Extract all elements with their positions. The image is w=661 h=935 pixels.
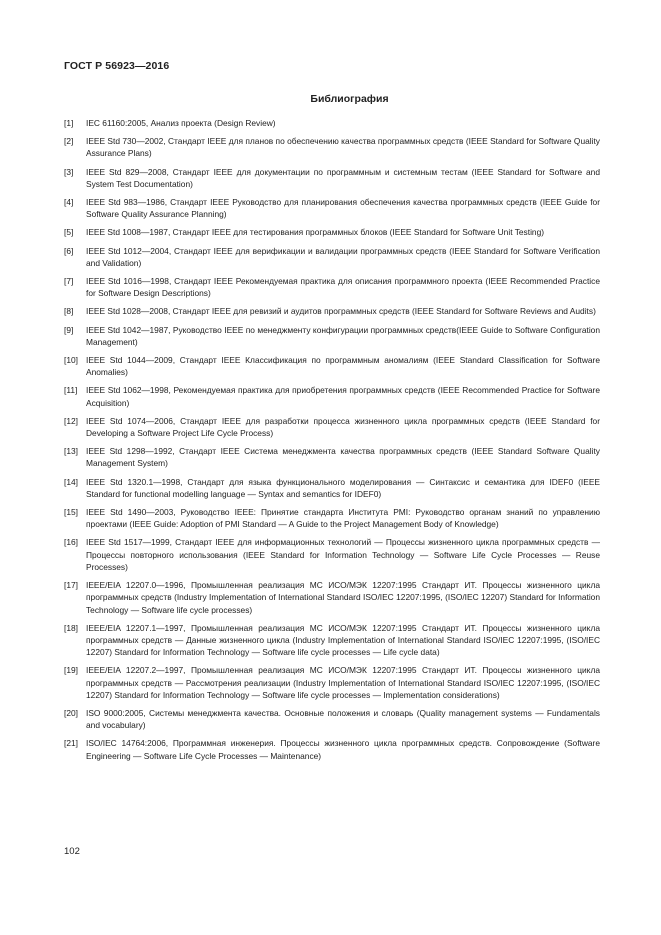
entry-text: IEEE/EIA 12207.2—1997, Промышленная реализация МС ИСО/МЭК 12207:1995 Стандарт ИТ. Процессы жизненного цикла программных средств — Рассмотрения реализации (Industry Implementation of International Standard ISO/IEC 12207:1995, (ISO/IEC 12207) Standard for Information Technology — Software life cycle processes — Implementation considerations) (86, 665, 600, 700)
bibliography-entry (64, 476, 600, 500)
entry-number: [19] (64, 665, 78, 676)
bibliography-entry (64, 117, 600, 129)
entry-number: [13] (64, 446, 78, 457)
bibliography-entry (64, 664, 600, 701)
bibliography-entry (64, 275, 600, 299)
entry-text: IEEE Std 1044—2009, Стандарт IEEE Классификация по программным аномалиям (IEEE Standard Classification for Software Anomalies) (86, 355, 600, 378)
entry-text: IEEE Std 1012—2004, Стандарт IEEE для верификации и валидации программных средств (IEEE Standard for Software Verification and Validation) (86, 245, 600, 268)
entry-number: [6] (64, 245, 74, 256)
entry-number: [5] (64, 227, 74, 238)
entry-text: IEEE Std 1016—1998, Стандарт IEEE Рекомендуемая практика для описания программного проекта (IEEE Recommended Practice for Software Design Descriptions) (86, 276, 600, 299)
entry-text: IEEE/EIA 12207.1—1997, Промышленная реализация МС ИСО/МЭК 12207:1995 Стандарт ИТ. Процессы жизненного цикла программных средств — Данные жизненного цикла (Industry Implementation of International Standard ISO/IEC 12207:1995, (ISO/IEC 12207) Standard for Information Technology — Software life cycle processes — Life cycle data) (86, 622, 600, 658)
bibliography-entry (64, 536, 600, 573)
entry-text: IEEE Std 1298—1992, Стандарт IEEE Система менеджмента качества программных средств (IEEE Standard Software Quality Management System) (86, 446, 600, 469)
bibliography-entry (64, 384, 600, 408)
entry-number: [16] (64, 537, 78, 548)
entry-text: ISO 9000:2005, Системы менеджмента качества. Основные положения и словарь (Quality management systems — Fundamentals and vocabulary) (86, 707, 600, 731)
bibliography-entry (64, 622, 600, 659)
entry-text: IEEE Std 1008—1987, Стандарт IEEE для тестирования программных блоков (IEEE Standard for Software Unit Testing) (86, 227, 545, 238)
bibliography-list (64, 117, 600, 768)
entry-number: [1] (64, 118, 74, 128)
entry-number: [17] (64, 580, 78, 591)
bibliography-entry (64, 354, 600, 378)
bibliography-entry (64, 415, 600, 439)
entry-number: [3] (64, 166, 74, 177)
bibliography-entry (64, 579, 600, 616)
entry-number: [11] (64, 385, 78, 396)
entry-number: [21] (64, 738, 78, 749)
bibliography-entry (64, 445, 600, 469)
entry-number: [14] (64, 476, 78, 487)
entry-number: [12] (64, 415, 78, 426)
page-title: Библиография (310, 93, 389, 105)
entry-number: [20] (64, 707, 78, 718)
entry-text: IEEE Std 1517—1999, Стандарт IEEE для информационных технологий — Процессы жизненного цикла программных средств — Процессы повторного использования (IEEE Standard for Information Technology — Software Life Cycle Processes — Reuse Processes) (86, 537, 600, 572)
bibliography-entry (64, 226, 600, 238)
entry-text: IEEE/EIA 12207.0—1996, Промышленная реализация МС ИСО/МЭК 12207:1995 Стандарт ИТ. Процессы жизненного цикла программных средств (Industry Implementation of International Standard ISO/IEC 12207:1995, (ISO/IEC 12207) Standard for Information Technology — Software life cycle processes) (86, 580, 600, 615)
bibliography-entry (64, 196, 600, 220)
bibliography-entry (64, 737, 600, 761)
entry-text: IEEE Std 730—2002, Стандарт IEEE для планов по обеспечению качества программных средств (IEEE Standard for Software Quality Assurance Plans) (86, 136, 600, 159)
entry-number: [2] (64, 136, 74, 147)
entry-text: ISO/IEC 14764:2006, Программная инженерия. Процессы жизненного цикла программных средств. Сопровождение (Software Engineering — Software Life Cycle Processes — Maintenance) (86, 738, 600, 761)
entry-number: [7] (64, 276, 74, 287)
entry-text: IEEE Std 983—1986, Стандарт IEEE Руководство для планирования обеспечения качества программных средств (IEEE Guide for Software Quality Assurance Planning) (86, 197, 600, 220)
bibliography-entry (64, 135, 600, 159)
entry-text: IEEE Std 1042—1987, Руководство IEEE по менеджменту конфигурации программных средств(IEEE Guide to Software Configuration Management) (86, 324, 600, 347)
bibliography-entry (64, 506, 600, 530)
document-header: ГОСТ Р 56923—2016 (64, 60, 170, 72)
bibliography-entry (64, 166, 600, 190)
bibliography-entry (64, 707, 600, 731)
entry-text: IEEE Std 1490—2003, Руководство IEEE: Принятие стандарта Института PMI: Руководство органам знаний по управлению проектами (IEEE Guide: Adoption of PMI Standard — A Guide to the Project Management Body of Knowledge) (86, 507, 600, 530)
entry-number: [15] (64, 507, 78, 518)
entry-number: [9] (64, 324, 74, 335)
entry-text: IEEE Std 1062—1998, Рекомендуемая практика для приобретения программных средств (IEEE Recommended Practice for Software Acquisition) (86, 385, 600, 408)
entry-text: IEEE Std 1320.1—1998, Стандарт для языка функционального моделирования — Синтаксис и семантика для IDEF0 (IEEE Standard for functional modelling language — Syntax and semantics for IDEF0) (86, 476, 600, 499)
entry-number: [18] (64, 622, 78, 633)
bibliography-entry (64, 245, 600, 269)
entry-number: [10] (64, 355, 78, 366)
entry-text: IEEE Std 1028—2008, Стандарт IEEE для ревизий и аудитов программных средств (IEEE Standard for Software Reviews and Audits) (86, 306, 596, 317)
entry-text: IEEE Std 829—2008, Стандарт IEEE для документации по программным и системным тестам (IEEE Standard for Software and System Test Documentation) (86, 166, 600, 189)
entry-number: [4] (64, 197, 74, 208)
bibliography-entry (64, 305, 600, 317)
bibliography-entry (64, 324, 600, 348)
page-number: 102 (64, 846, 80, 857)
entry-text: IEEE Std 1074—2006, Стандарт IEEE для разработки процесса жизненного цикла программных средств (IEEE Standard for Developing a Software Project Life Cycle Process) (86, 415, 600, 439)
entry-text: IEC 61160:2005, Анализ проекта (Design Review) (86, 118, 276, 128)
entry-number: [8] (64, 306, 74, 317)
